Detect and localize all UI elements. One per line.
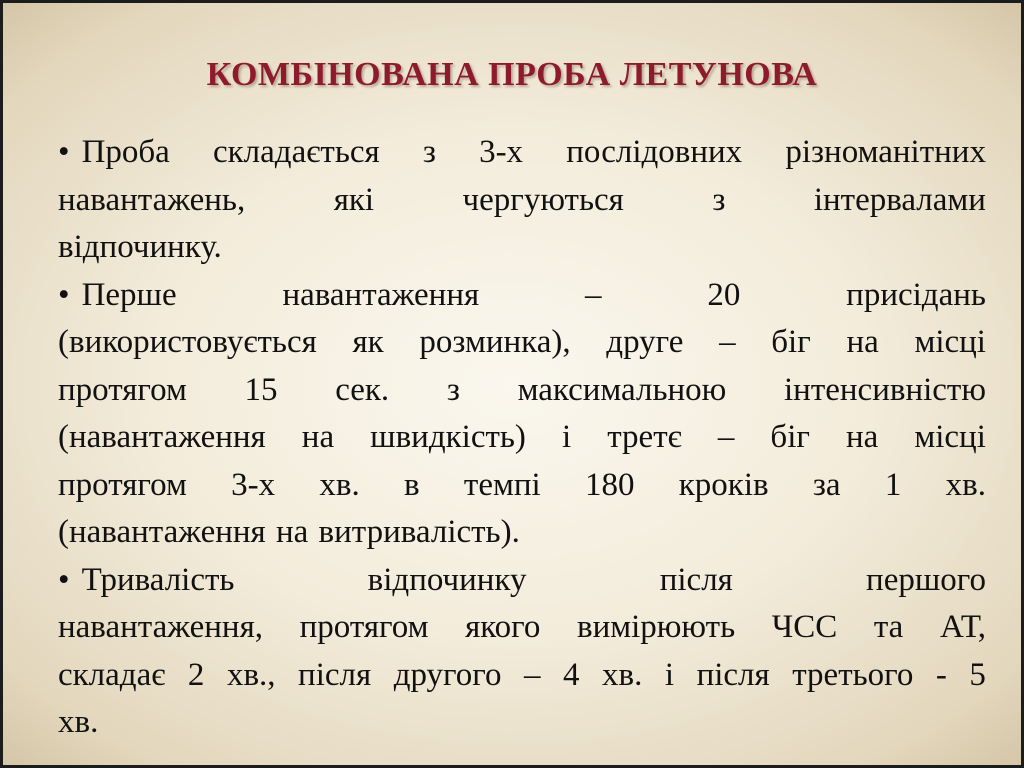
bullet-word: на — [846, 324, 879, 360]
bullet-item-2 — [58, 272, 986, 557]
bullet-word: хв. — [945, 466, 986, 503]
bullet-word: біг — [771, 324, 811, 360]
bullet-word: третього — [792, 656, 914, 693]
bullet-word: якого — [465, 609, 541, 645]
bullet-word: присідань — [846, 276, 986, 313]
bullet-word: і — [562, 419, 572, 455]
bullet-item-1 — [58, 129, 986, 272]
bullet-word: хв., — [226, 656, 276, 693]
bullet-word: 1 — [884, 466, 902, 503]
bullet-word: хв. — [58, 704, 99, 740]
bullet-word: максимальною — [517, 371, 727, 408]
bullet-word: на — [275, 514, 309, 550]
bullet-word: навантаження — [282, 276, 480, 313]
bullet-word: 4 — [563, 656, 580, 693]
bullet-line — [58, 177, 986, 225]
bullet-word: чергуються — [462, 181, 624, 218]
bullet-word: з — [712, 181, 726, 218]
bullet-word: з — [446, 371, 460, 408]
bullet-word: хв. — [602, 656, 643, 693]
bullet-word: вимірюють — [576, 609, 736, 645]
bullet-word: навантажень, — [58, 181, 246, 218]
bullet-line — [58, 557, 986, 605]
bullet-word: які — [333, 181, 375, 218]
bullet-word: • Перше — [58, 272, 177, 320]
bullet-word: другого — [393, 656, 502, 693]
bullet-word: • Проба — [58, 129, 170, 177]
bullet-word: – — [719, 324, 736, 360]
bullet-word: сек. — [335, 371, 390, 408]
bullet-word: і — [664, 656, 675, 693]
bullet-line — [58, 652, 986, 700]
slide — [3, 3, 1021, 765]
bullet-line — [58, 319, 986, 367]
slide-title: КОМБІНОВАНА ПРОБА ЛЕТУНОВА — [206, 56, 818, 93]
bullet-word: 2 — [187, 656, 205, 693]
bullet-word: – — [524, 656, 541, 693]
bullet-word: складає — [58, 656, 166, 693]
bullet-word: складається — [213, 134, 380, 170]
bullet-word: АТ, — [939, 609, 986, 645]
bullet-word: навантаження, — [58, 609, 263, 645]
bullet-word: (використовується — [58, 324, 317, 360]
bullet-word: та — [873, 609, 904, 645]
bullet-icon: • — [58, 134, 70, 170]
bullet-line — [58, 699, 986, 747]
bullet-word: витривалість). — [318, 514, 520, 550]
bullet-word: біг — [770, 419, 810, 455]
bullet-word: – — [585, 276, 602, 313]
bullet-word: третє — [607, 419, 682, 455]
bullet-word: темпі — [463, 466, 541, 503]
bullet-word: на — [301, 419, 335, 455]
bullet-word: 5 — [969, 656, 986, 693]
bullet-word: послідовних — [566, 134, 743, 170]
bullet-word: з — [422, 134, 436, 170]
bullet-line — [58, 604, 986, 652]
bullet-line — [58, 414, 986, 462]
bullet-word: – — [717, 419, 735, 455]
bullet-word: місці — [914, 324, 986, 360]
bullet-line — [58, 509, 986, 557]
bullet-word: першого — [866, 561, 986, 598]
bullet-word: (навантаження — [58, 514, 266, 550]
bullet-line — [58, 129, 986, 177]
bullet-word: 3-х — [231, 466, 276, 503]
slide-body — [58, 129, 986, 747]
bullet-icon: • — [58, 561, 70, 598]
bullet-word: інтенсивністю — [784, 371, 986, 408]
bullet-word: на — [845, 419, 879, 455]
bullet-word: інтервалами — [813, 181, 986, 218]
bullet-word: 20 — [707, 276, 741, 313]
bullet-word: протягом — [58, 466, 187, 503]
bullet-line — [58, 367, 986, 415]
bullet-word: за — [812, 466, 841, 503]
bullet-word: в — [404, 466, 420, 503]
bullet-word: після — [659, 561, 733, 598]
bullet-word: протягом — [58, 371, 187, 408]
bullet-word: як — [352, 324, 384, 360]
bullet-line — [58, 224, 986, 272]
bullet-word: ЧСС — [771, 609, 838, 645]
bullet-word: розминка), — [419, 324, 571, 360]
bullet-line — [58, 272, 986, 320]
bullet-word: швидкість) — [370, 419, 526, 455]
bullet-word: (навантаження — [58, 419, 266, 455]
bullet-word: кроків — [678, 466, 769, 503]
bullet-word: протягом — [299, 609, 429, 645]
bullet-word: 3-х — [479, 134, 524, 170]
bullet-word: - — [935, 656, 947, 693]
bullet-word: після — [696, 656, 770, 693]
bullet-word: хв. — [319, 466, 360, 503]
bullet-word: 15 — [244, 371, 278, 408]
bullet-word: 180 — [584, 466, 635, 503]
bullet-icon: • — [58, 276, 70, 313]
bullet-word: відпочинку — [367, 561, 527, 598]
bullet-line — [58, 462, 986, 510]
bullet-word: різноманітних — [785, 134, 986, 170]
bullet-word: після — [298, 656, 372, 693]
bullet-word: друге — [606, 324, 684, 360]
bullet-word: місці — [914, 419, 986, 455]
bullet-word: відпочинку. — [58, 229, 222, 265]
bullet-word: • Тривалість — [58, 557, 234, 605]
bullet-item-3 — [58, 557, 986, 747]
